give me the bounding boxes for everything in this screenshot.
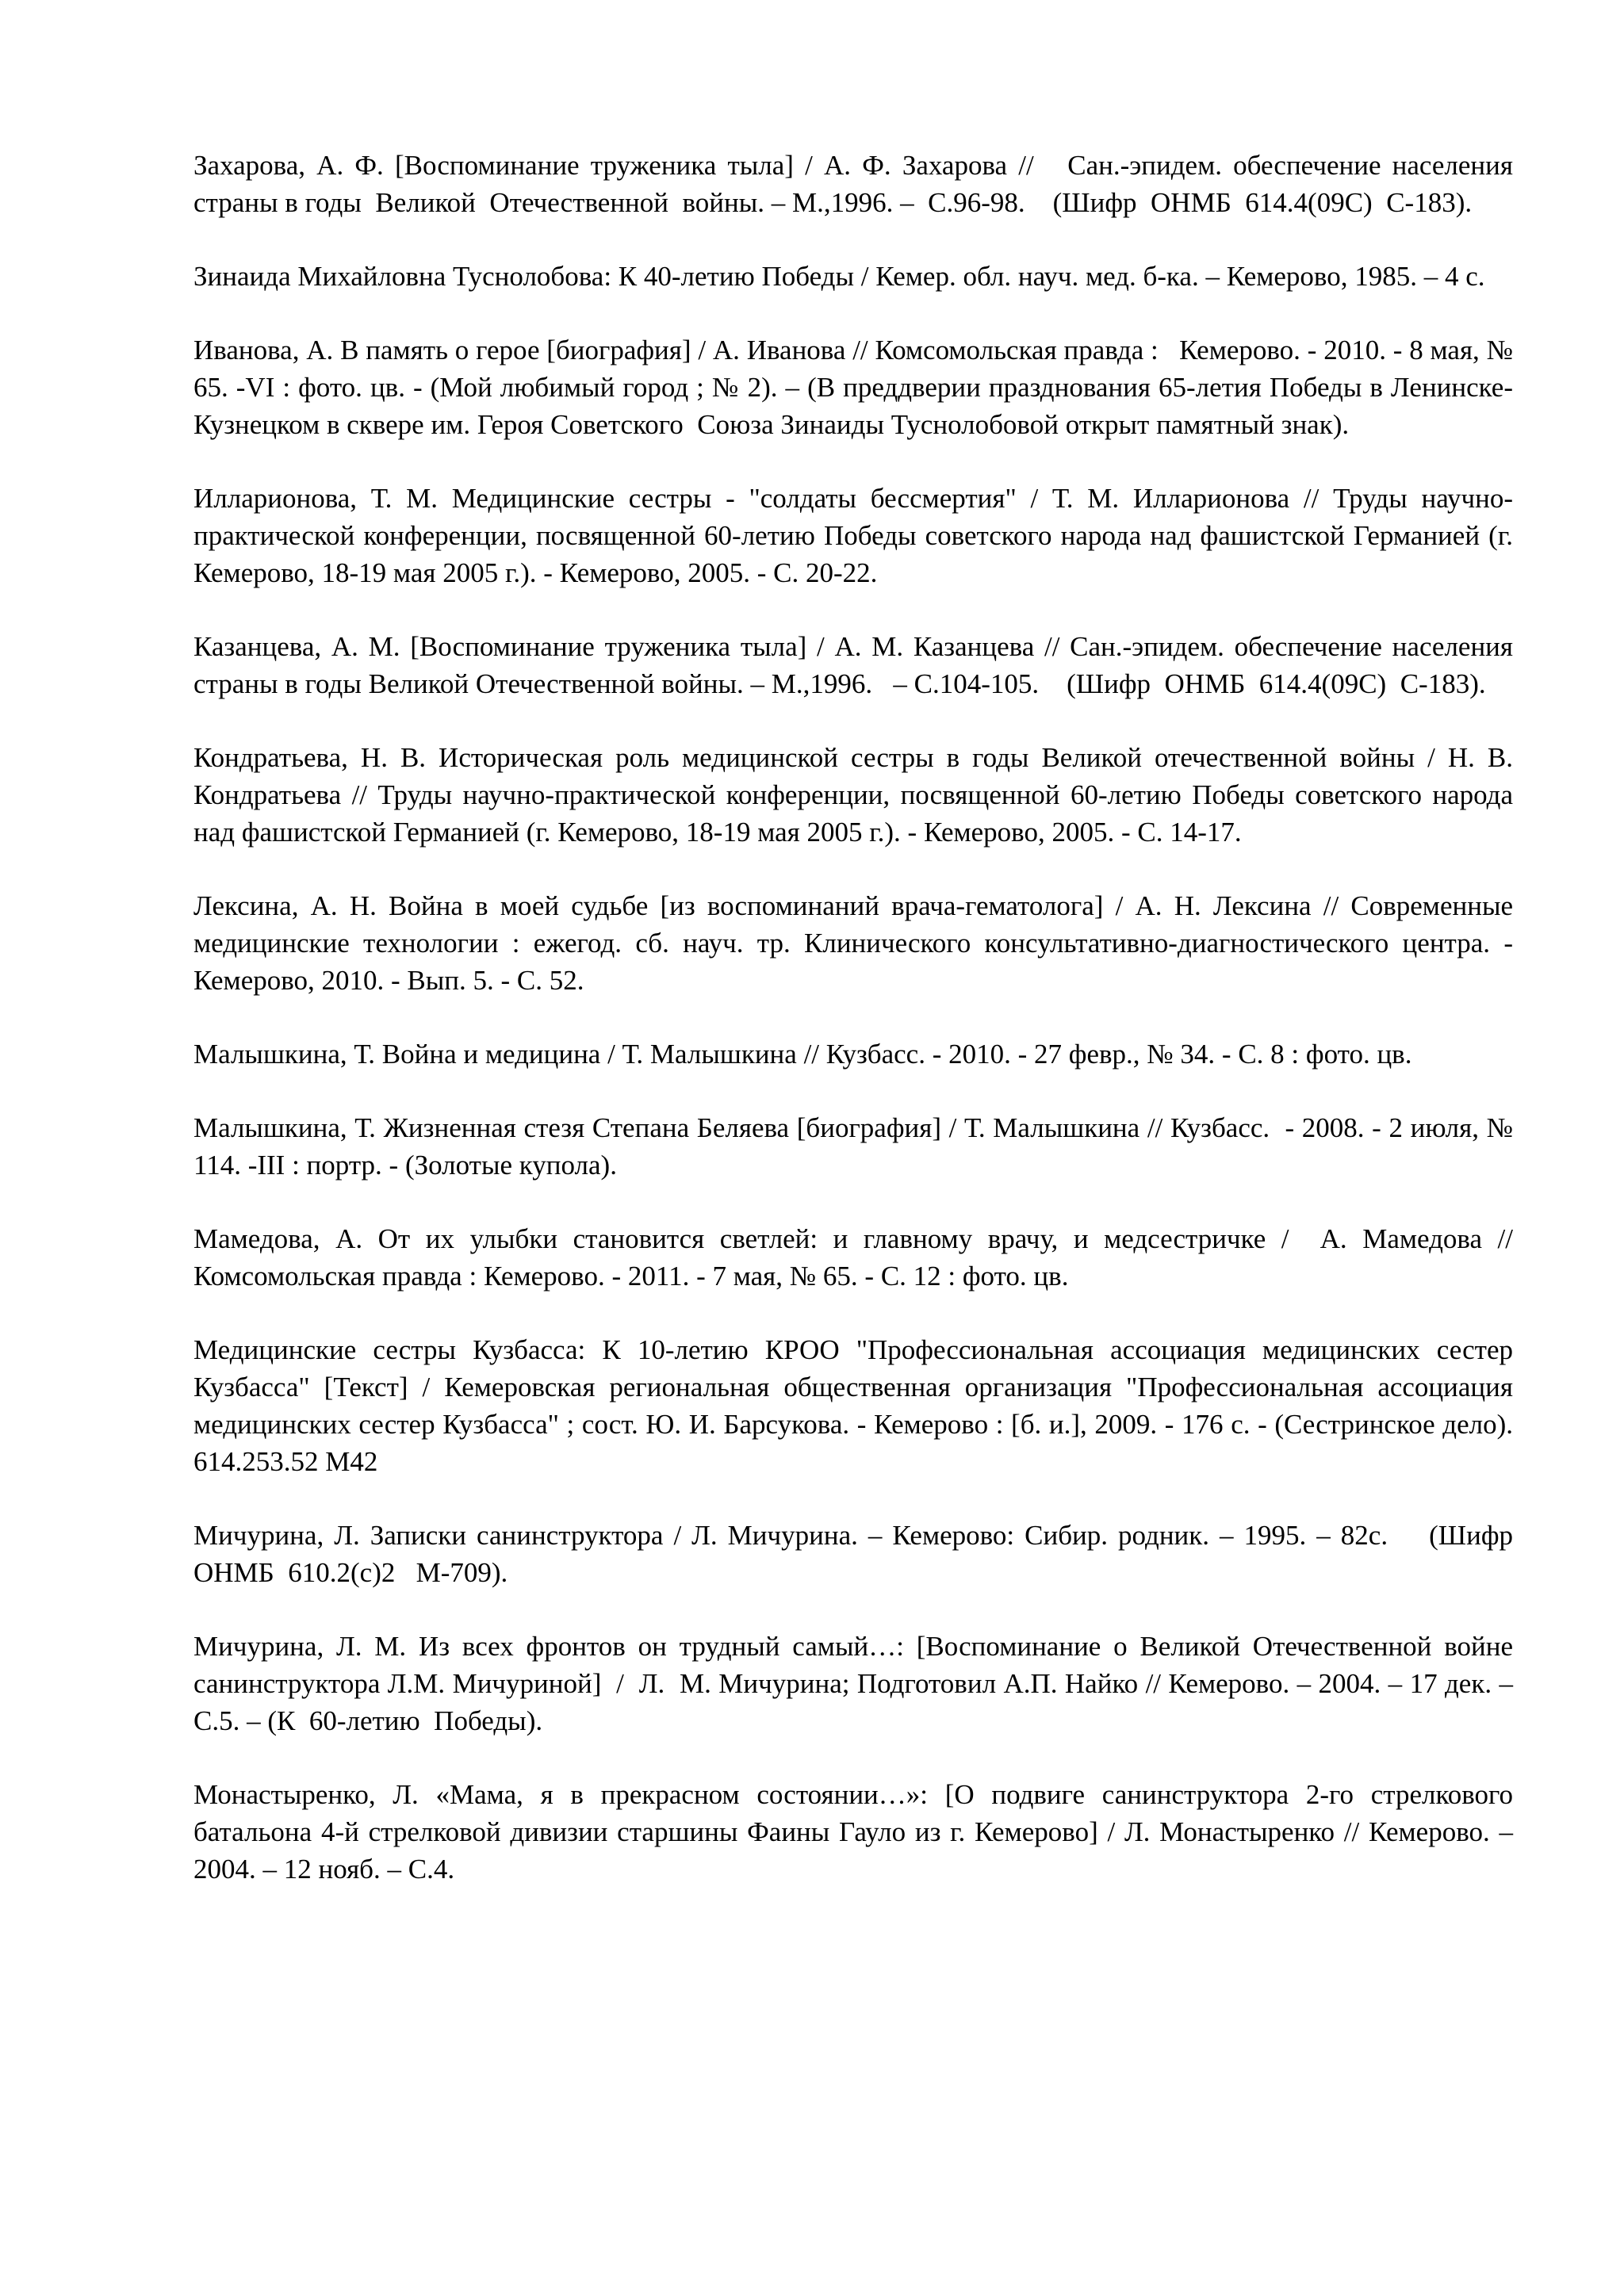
bibliography-entry: Малышкина, Т. Жизненная стезя Степана Беляева [биография] / Т. Малышкина // Кузбасс. - 2008. - 2 июля, № 114. -III : портр. - (Золотые купола).	[193, 1112, 1520, 1181]
bibliography-entry: Илларионова, Т. М. Медицинские сестры - "солдаты бессмертия" / Т. М. Илларионова // Труды научно-практической конференции, посвященной 60-летию Победы советского народа над фашистской Германией (г. Кемерово, 18-19 мая 2005 г.). - Кемерово, 2005. - С. 20-22.	[193, 483, 1520, 588]
bibliography-entry: Лексина, А. Н. Война в моей судьбе [из воспоминаний врача-гематолога] / А. Н. Лексина // Современные медицинские технологии : ежегод. сб. науч. тр. Клинического консультативно-диагностического центра. - Кемерово, 2010. - Вып. 5. - С. 52.	[193, 890, 1520, 996]
bibliography-list	[193, 147, 1527, 1888]
bibliography-entry: Кондратьева, Н. В. Историческая роль медицинской сестры в годы Великой отечественной войны / Н. В. Кондратьева // Труды научно-практической конференции, посвященной 60-летию Победы советского народа над фашистской Германией (г. Кемерово, 18-19 мая 2005 г.). - Кемерово, 2005. - С. 14-17.	[193, 742, 1520, 848]
bibliography-entry: Монастыренко, Л. «Мама, я в прекрасном состоянии…»: [О подвиге санинструктора 2-го стрелкового батальона 4-й стрелковой дивизии старшины Фаины Гауло из г. Кемерово] / Л. Монастыренко // Кемерово. – 2004. – 12 нояб. – С.4.	[193, 1779, 1520, 1885]
bibliography-entry: Малышкина, Т. Война и медицина / Т. Малышкина // Кузбасс. - 2010. - 27 февр., № 34. - С. 8 : фото. цв.	[193, 1039, 1412, 1070]
bibliography-entry: Медицинские сестры Кузбасса: К 10-летию КРОО "Профессиональная ассоциация медицинских сестер Кузбасса" [Текст] / Кемеровская региональная общественная организация "Профессиональная ассоциация медицинских сестер Кузбасса" ; сост. Ю. И. Барсукова. - Кемерово : [б. и.], 2009. - 176 с. - (Сестринское дело). 614.253.52 М42	[193, 1334, 1520, 1477]
bibliography-entry: Мамедова, А. От их улыбки становится светлей: и главному врачу, и медсестричке / А. Мамедова // Комсомольская правда : Кемерово. - 2011. - 7 мая, № 65. - С. 12 : фото. цв.	[193, 1223, 1520, 1292]
bibliography-entry: Мичурина, Л. М. Из всех фронтов он трудный самый…: [Воспоминание о Великой Отечественной войне санинструктора Л.М. Мичуриной] / Л. М. Мичурина; Подготовил А.П. Найко // Кемерово. – 2004. – 17 дек. – С.5. – (К 60-летию Победы).	[193, 1631, 1520, 1736]
bibliography-entry: Захарова, А. Ф. [Воспоминание труженика тыла] / А. Ф. Захарова // Сан.-эпидем. обеспечение населения страны в годы Великой Отечественной войны. – М.,1996. – С.96-98. (Шифр ОНМБ 614.4(09С) С-183).	[193, 150, 1520, 218]
bibliography-entry: Зинаида Михайловна Туснолобова: К 40-летию Победы / Кемер. обл. науч. мед. б-ка. – Кемерово, 1985. – 4 с.	[193, 261, 1485, 292]
bibliography-entry: Казанцева, А. М. [Воспоминание труженика тыла] / А. М. Казанцева // Сан.-эпидем. обеспечение населения страны в годы Великой Отечественной войны. – М.,1996. – С.104-105. (Шифр ОНМБ 614.4(09С) С-183).	[193, 631, 1520, 699]
bibliography-entry: Мичурина, Л. Записки санинструктора / Л. Мичурина. – Кемерово: Сибир. родник. – 1995. – 82с. (Шифр ОНМБ 610.2(с)2 М-709).	[193, 1520, 1527, 1588]
bibliography-entry: Иванова, А. В память о герое [биография] / А. Иванова // Комсомольская правда : Кемерово. - 2010. - 8 мая, № 65. -VI : фото. цв. - (Мой любимый город ; № 2). – (В преддверии празднования 65-летия Победы в Ленинске-Кузнецком в сквере им. Героя Советского Союза Зинаиды Туснолобовой открыт памятный знак).	[193, 335, 1520, 440]
